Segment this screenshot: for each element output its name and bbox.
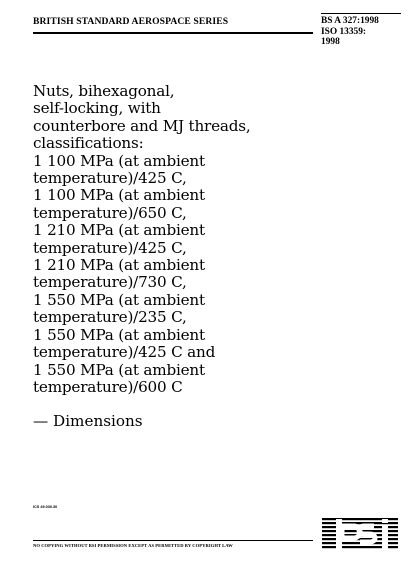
standard-identifiers <box>321 16 401 48</box>
title-line: 1 100 MPa (at ambient <box>33 186 205 205</box>
title-line: temperature)/650 C, <box>33 203 187 222</box>
standard-number-divider <box>321 13 401 14</box>
title-line: 1 550 MPa (at ambient <box>33 360 205 379</box>
title-line: temperature)/425 C and <box>33 343 216 362</box>
title-line: 1 100 MPa (at ambient <box>33 151 205 170</box>
ics-code: ICS 49.030.30 <box>33 505 58 509</box>
document-subtitle: — Dimensions <box>33 412 143 430</box>
title-line: 1 210 MPa (at ambient <box>33 221 205 240</box>
title-line: temperature)/730 C, <box>33 273 187 292</box>
title-line: 1 210 MPa (at ambient <box>33 256 205 275</box>
title-line: temperature)/425 C, <box>33 238 187 257</box>
standard-number: BS A 327:1998 <box>321 16 379 26</box>
title-line: counterbore and MJ threads, <box>33 116 251 135</box>
title-line: 1 550 MPa (at ambient <box>33 290 205 309</box>
title-line: classifications: <box>33 134 144 153</box>
title-line: temperature)/425 C, <box>33 169 187 188</box>
copyright-notice: NO COPYING WITHOUT BSI PERMISSION EXCEPT AS PERMITTED BY COPYRIGHT LAW <box>33 543 233 548</box>
title-line: temperature)/600 C <box>33 377 183 396</box>
title-line: Nuts, bihexagonal, <box>33 82 175 100</box>
title-line: self-locking, with <box>33 99 161 118</box>
document-title <box>33 83 333 396</box>
title-line: temperature)/235 C, <box>33 308 187 327</box>
series-heading: BRITISH STANDARD AEROSPACE SERIES <box>33 16 229 27</box>
iso-number-line2: 1998 <box>321 37 340 47</box>
bsi-logo-icon <box>322 518 398 552</box>
iso-number-line1: ISO 13359: <box>321 26 367 37</box>
footer-divider <box>33 540 313 541</box>
title-line: 1 550 MPa (at ambient <box>33 325 205 344</box>
header-divider <box>33 32 313 34</box>
